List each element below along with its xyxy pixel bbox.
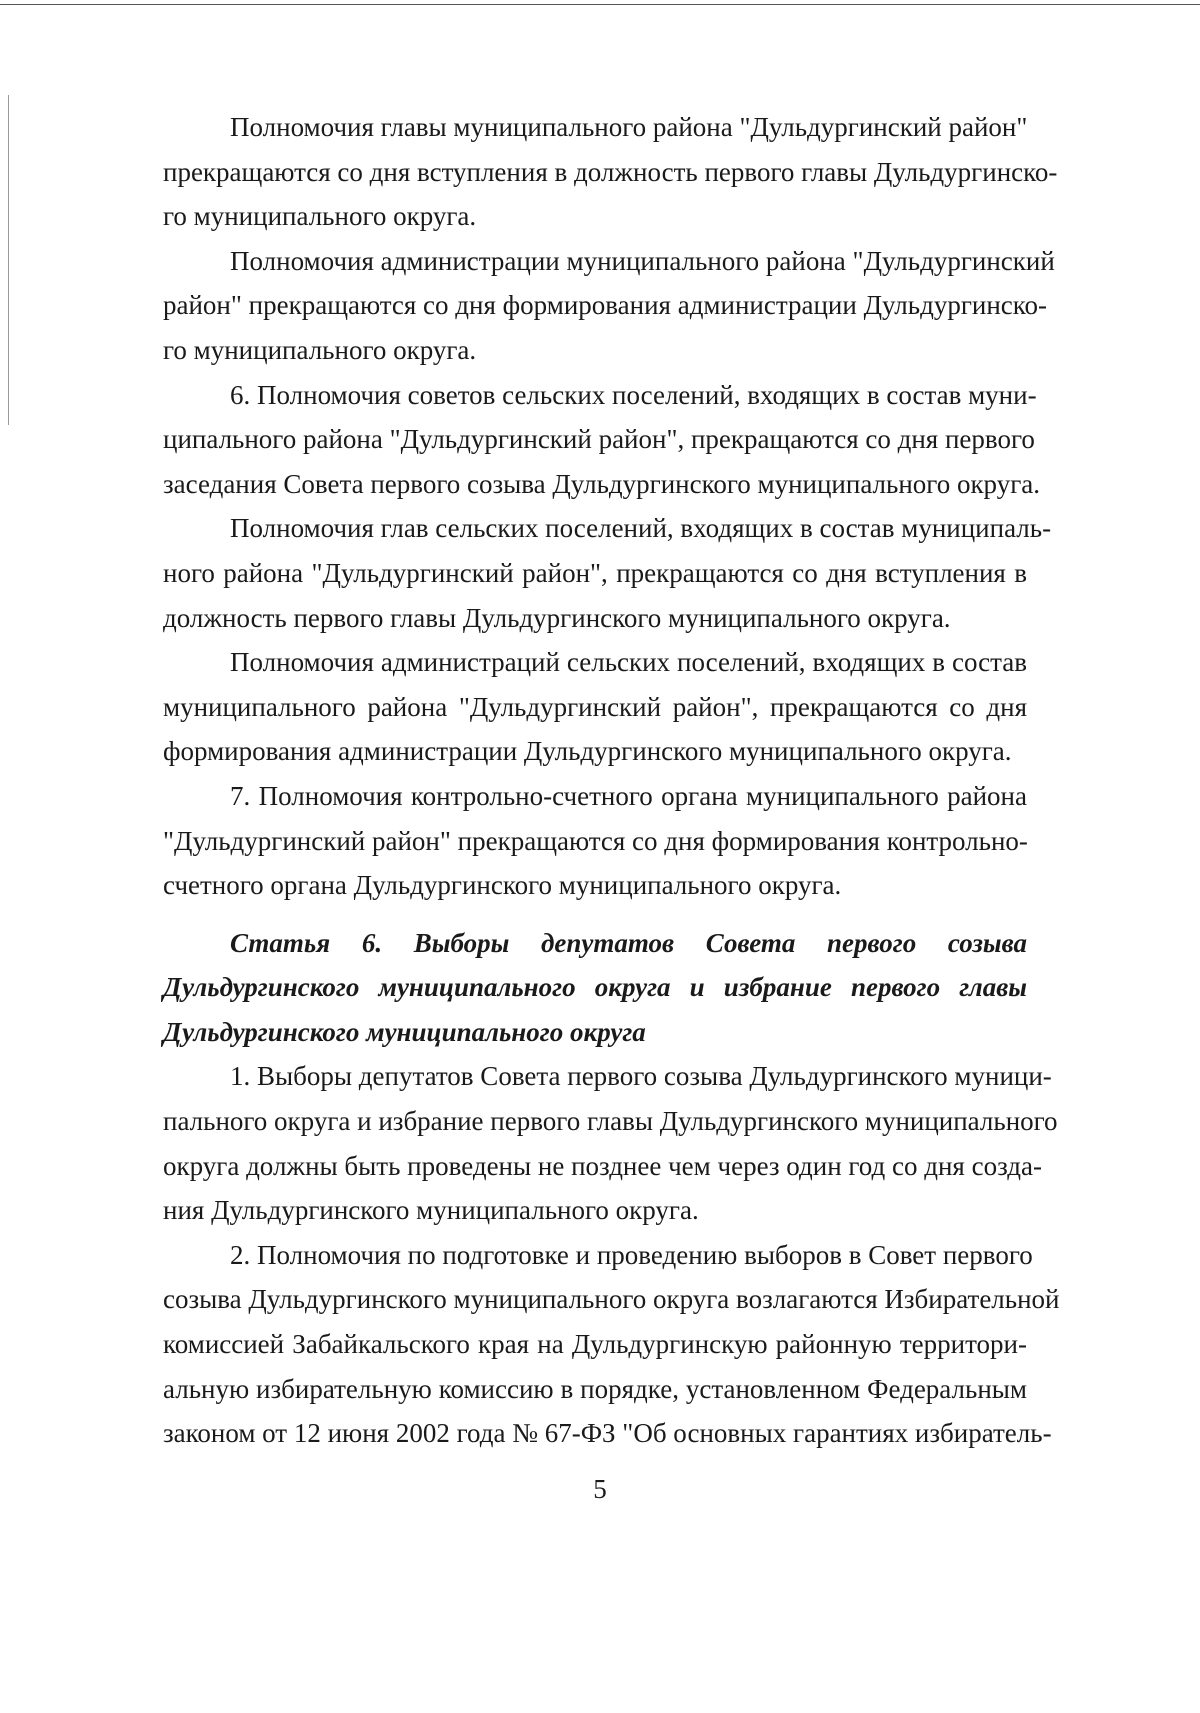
text-line: 2. Полномочия по подготовке и проведению выборов в Совет первого <box>230 1239 1033 1270</box>
text-line: Полномочия администрации муниципального района "Дульдургинский <box>230 245 1055 276</box>
text-line: ния Дульдургинского муниципального округа. <box>163 1195 699 1226</box>
text-line: муниципального района "Дульдургинский район", прекращаются со дня <box>163 691 1027 722</box>
text-line: законом от 12 июня 2002 года № 67-ФЗ "Об основных гарантиях избиратель- <box>163 1418 1052 1449</box>
text-line: Статья 6. Выборы депутатов Совета первого созыва <box>230 927 1027 958</box>
paragraph <box>163 1054 1058 1232</box>
paragraph <box>163 506 1052 640</box>
text-line: Полномочия администраций сельских поселений, входящих в состав <box>230 647 1027 678</box>
paragraph <box>163 239 1055 373</box>
text-line: Полномочия главы муниципального района "Дульдургинский район" <box>230 112 1028 142</box>
text-line: пального округа и избрание первого главы Дульдургинского муниципального <box>163 1106 1058 1137</box>
paragraph <box>163 1233 1060 1456</box>
page-number: 5 <box>593 1474 607 1504</box>
paragraph <box>163 373 1041 507</box>
text-line: Дульдургинского муниципального округа и избрание первого главы <box>163 972 1027 1003</box>
text-line: должность первого главы Дульдургинского муниципального округа. <box>163 602 951 633</box>
text-line: ного района "Дульдургинский район", прекращаются со дня вступления в <box>163 557 1027 588</box>
text-line: го муниципального округа. <box>163 334 477 365</box>
scan-edge-line <box>0 4 1200 5</box>
text-line: прекращаются со дня вступления в должность первого главы Дульдургинско- <box>163 156 1058 187</box>
article-heading <box>163 921 1027 1055</box>
paragraph <box>163 640 1027 774</box>
text-line: ципального района "Дульдургинский район", прекращаются со дня первого <box>163 424 1035 455</box>
text-line: комиссией Забайкальского края на Дульдургинскую районную территори- <box>163 1329 1027 1360</box>
text-line: округа должны быть проведены не позднее чем через один год со дня созда- <box>163 1150 1042 1181</box>
scan-margin-line <box>8 95 9 425</box>
document-page <box>163 105 1060 1456</box>
text-line: заседания Совета первого созыва Дульдургинского муниципального округа. <box>163 468 1041 499</box>
text-line: го муниципального округа. <box>163 201 477 232</box>
paragraph <box>163 774 1027 908</box>
text-line: 1. Выборы депутатов Совета первого созыва Дульдургинского муници- <box>230 1061 1052 1092</box>
text-line: счетного органа Дульдургинского муниципального округа. <box>163 870 842 901</box>
text-line: 6. Полномочия советов сельских поселений, входящих в состав муни- <box>230 379 1037 410</box>
text-line: район" прекращаются со дня формирования администрации Дульдургинско- <box>163 290 1048 321</box>
paragraph <box>163 105 1058 239</box>
text-line: альную избирательную комиссию в порядке, установленном Федеральным <box>163 1373 1027 1404</box>
text-line: формирования администрации Дульдургинского муниципального округа. <box>163 736 1012 767</box>
text-line: "Дульдургинский район" прекращаются со дня формирования контрольно- <box>163 825 1028 856</box>
text-line: 7. Полномочия контрольно-счетного органа муниципального района <box>230 780 1027 811</box>
text-line: Дульдургинского муниципального округа <box>163 1016 646 1047</box>
text-line: созыва Дульдургинского муниципального округа возлагаются Избирательной <box>163 1284 1060 1315</box>
text-line: Полномочия глав сельских поселений, входящих в состав муниципаль- <box>230 513 1052 544</box>
